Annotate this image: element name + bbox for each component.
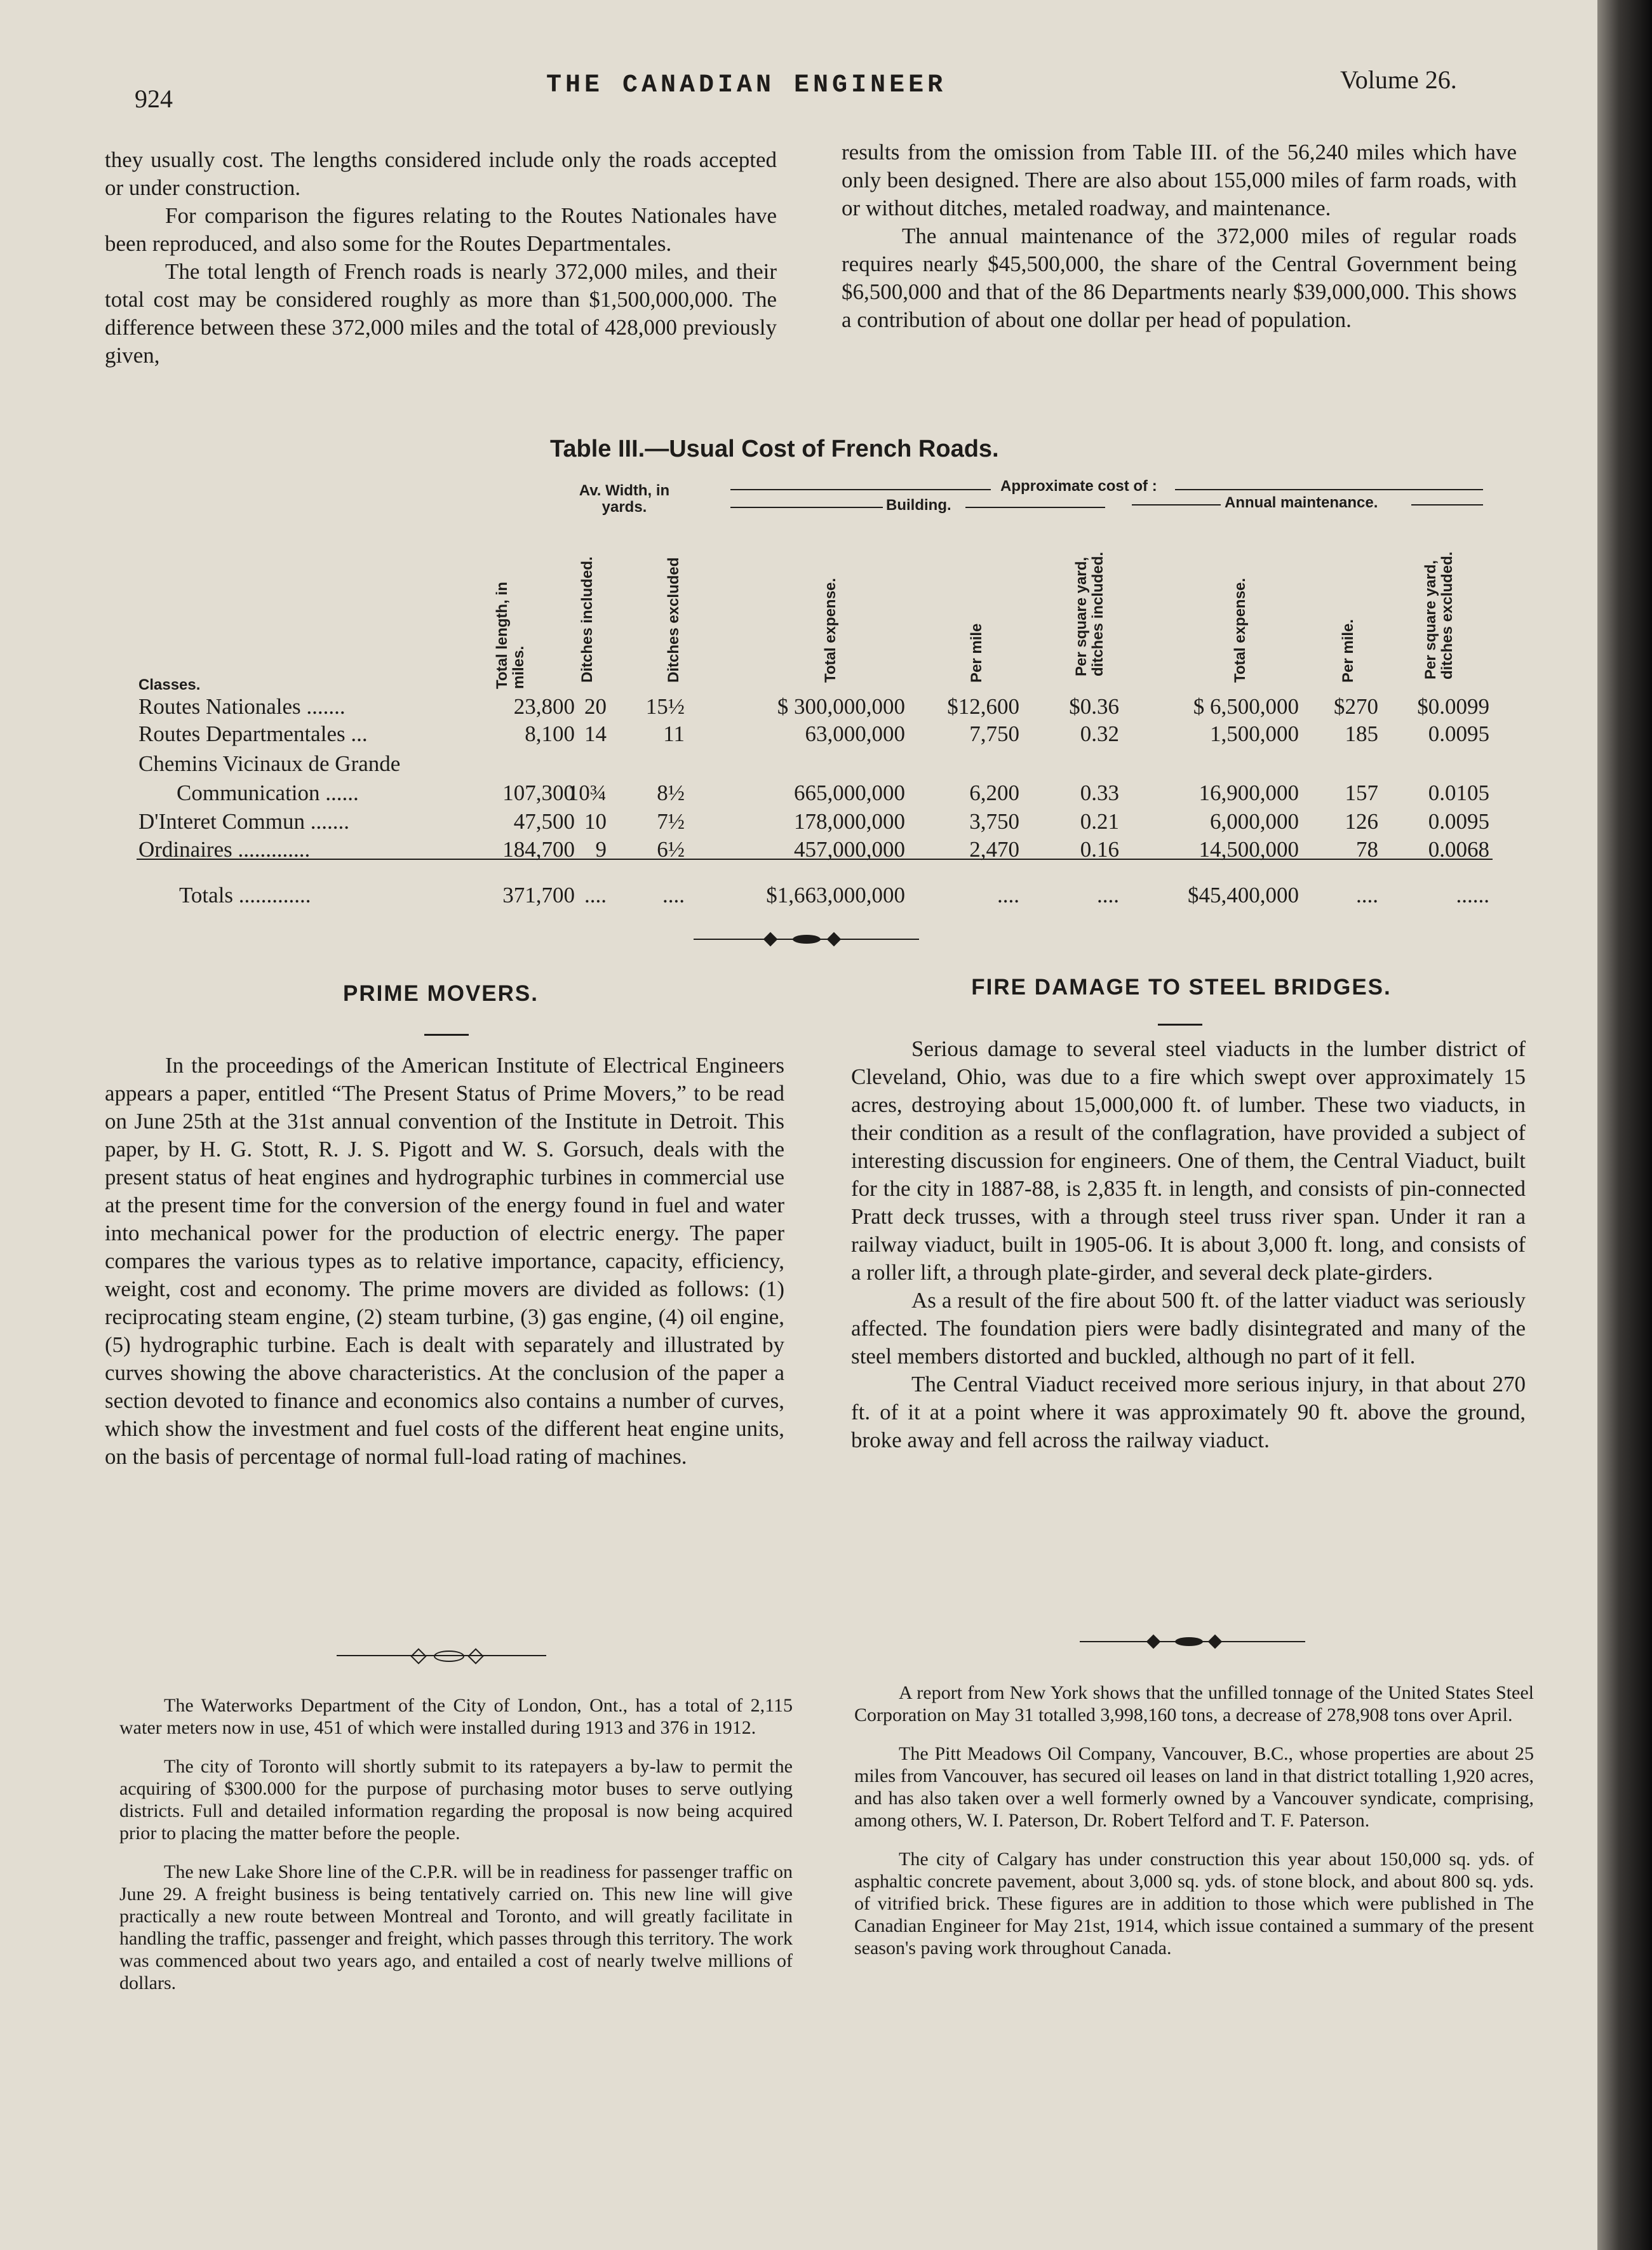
paragraph: As a result of the fire about 500 ft. of the latter viaduct was seriously affected. The foundation piers were badly disintegrated and many of the steel members distorted and buckled, although no part of it fell.	[851, 1288, 1526, 1369]
paragraph: The total length of French roads is nearly 372,000 miles, and their total cost may be considered roughly as more than $1,500,000,000. The difference between these 372,000 miles and the total of 428,000 previously given,	[105, 259, 777, 368]
prime-movers-heading: PRIME MOVERS.	[343, 981, 539, 1006]
approx-group-header: Approximate cost of :	[1000, 478, 1157, 495]
fire-damage-article	[851, 1035, 1526, 1454]
paragraph: they usually cost. The lengths considered include only the roads accepted or under construction.	[105, 147, 777, 200]
table-cell: 0.0095	[1428, 721, 1489, 746]
totals-cell: $45,400,000	[1188, 883, 1299, 907]
totals-cell: $1,663,000,000	[766, 883, 905, 907]
table-cell: 47,500	[513, 809, 575, 834]
table-row-label: Routes Departmentales ...	[138, 721, 368, 746]
table-cell: 14,500,000	[1199, 837, 1299, 862]
col-header-total-length: Total length, in miles.	[494, 582, 527, 689]
table-cell: 16,900,000	[1199, 780, 1299, 805]
table-cell: 78	[1356, 837, 1378, 862]
classes-label: Classes.	[138, 676, 201, 693]
col-header-ditches-included: Ditches included.	[579, 556, 596, 683]
totals-label: Totals .............	[179, 883, 311, 907]
table-cell: $ 6,500,000	[1193, 694, 1299, 719]
paragraph: For comparison the figures relating to the Routes Nationales have been reproduced, and also some for the Routes Departmentales.	[105, 203, 777, 256]
totals-cell: ....	[1356, 883, 1378, 907]
notes-right-column	[854, 1682, 1534, 1976]
table-cell: 0.16	[1080, 837, 1119, 862]
paragraph: results from the omission from Table III. of the 56,240 miles which have only been designed. There are also about 155,000 miles of farm roads, with or without ditches, metaled roadway, and maintenance.	[842, 140, 1517, 220]
volume-label: Volume 26.	[1340, 65, 1457, 94]
paragraph: The annual maintenance of the 372,000 miles of regular roads requires nearly $45,500,000, the share of the Central Government being $6,500,000 and that of the 86 Departments nearly $39,000,000. This shows a contribution of about one dollar per head of population.	[842, 224, 1517, 332]
totals-cell: ......	[1456, 883, 1489, 907]
table-cell: 157	[1345, 780, 1378, 805]
table-cell: $ 300,000,000	[777, 694, 905, 719]
col-header-maint-per-sqyd: Per square yard, ditches excluded.	[1422, 551, 1456, 680]
col-header-maint-total: Total expense.	[1232, 578, 1249, 683]
table-cell: 178,000,000	[794, 809, 905, 834]
fire-damage-heading: FIRE DAMAGE TO STEEL BRIDGES.	[971, 975, 1392, 1000]
totals-cell: ....	[584, 883, 607, 907]
table-row-label: Ordinaires .............	[138, 837, 311, 862]
table-cell: 10	[584, 809, 607, 834]
table-cell: 11	[663, 721, 685, 746]
news-note: The Pitt Meadows Oil Company, Vancouver, B.C., whose properties are about 25 miles from Vancouver, has secured oil leases on land in that district totalling 1,920 acres, and has also taken over a well formerly owned by a Vancouver syndicate, comprising, among others, W. I. Paterson, Dr. Robert Telford and T. F. Paterson.	[854, 1743, 1534, 1831]
table-cell: 7½	[657, 809, 685, 834]
table-cell: 6,000,000	[1210, 809, 1299, 834]
table-cell: 63,000,000	[805, 721, 905, 746]
table-cell: 6,200	[969, 780, 1019, 805]
table-cell: 0.21	[1080, 809, 1119, 834]
book-spine-shadow	[1597, 0, 1652, 2250]
table-cell: 184,700	[502, 837, 575, 862]
table-cell: 23,800	[513, 694, 575, 719]
paragraph: Serious damage to several steel viaducts in the lumber district of Cleveland, Ohio, was due to a fire which swept over approximately 15 acres, destroying about 15,000,000 ft. of lumber. These two viaducts, in their condition as a result of the conflagration, have provided a subject of interesting discussion for engineers. One of them, the Central Viaduct, built for the city in 1887-88, is 2,835 ft. in length, and consists of pin-connected Pratt deck trusses, with a through steel truss river span. Under it ran a railway viaduct, built in 1905-06. It is about 3,000 ft. long, and consists of a roller lift, a through plate-girder, and several deck plate-girders.	[851, 1036, 1526, 1285]
paragraph: The Central Viaduct received more serious injury, in that about 270 ft. of it at a point where it was approximately 90 ft. above the ground, broke away and fell across the railway viaduct.	[851, 1372, 1526, 1452]
table-cell: 2,470	[969, 837, 1019, 862]
col-header-building-per-sqyd: Per square yard, ditches included.	[1073, 551, 1106, 676]
table-cell: 457,000,000	[794, 837, 905, 862]
col-header-building-total: Total expense.	[822, 578, 839, 683]
table-cell: 665,000,000	[794, 780, 905, 805]
news-note: The city of Calgary has under construction this year about 150,000 sq. yds. of asphaltic concrete pavement, about 3,000 sq. yds. of stone block, and about 800 sq. yds. of vitrified brick. These figures are in addition to those which were published in The Canadian Engineer for May 21st, 1914, which issue contained a summary of the present season's paving work throughout Canada.	[854, 1849, 1534, 1959]
table-cell: 8½	[657, 780, 685, 805]
page-number: 924	[135, 84, 173, 113]
table-cell: 6½	[657, 837, 685, 862]
table-cell: 3,750	[969, 809, 1019, 834]
table-cell: 185	[1345, 721, 1378, 746]
table-cell: 7,750	[969, 721, 1019, 746]
table-cell: 0.0095	[1428, 809, 1489, 834]
notes-left-column	[119, 1694, 793, 2011]
col-header-building-per-mile: Per mile	[968, 623, 985, 683]
table-cell: 14	[584, 721, 607, 746]
prime-movers-article	[105, 1052, 784, 1471]
table-cell: 8,100	[525, 721, 575, 746]
table-title: Table III.—Usual Cost of French Roads.	[550, 436, 999, 462]
cost-table	[0, 0, 1597, 953]
table-cell: 10¾	[567, 780, 607, 805]
width-group-header	[570, 483, 678, 516]
table-cell: 126	[1345, 809, 1378, 834]
col-header-ditches-excluded: Ditches excluded	[665, 557, 682, 683]
table-cell: 0.0105	[1428, 780, 1489, 805]
totals-rule	[137, 859, 1493, 860]
col-header-maint-per-mile: Per mile.	[1340, 619, 1357, 683]
building-group-header: Building.	[886, 497, 951, 514]
totals-cell: ....	[662, 883, 685, 907]
table-cell: $270	[1334, 694, 1378, 719]
table-cell: 0.0068	[1428, 837, 1489, 862]
news-note: A report from New York shows that the unfilled tonnage of the United States Steel Corporation on May 31 totalled 3,998,160 tons, a decrease of 278,908 tons over April.	[854, 1682, 1534, 1725]
width-group-label: Av. Width, in yards.	[579, 482, 670, 516]
table-cell: 0.33	[1080, 780, 1119, 805]
news-note: The new Lake Shore line of the C.P.R. will be in readiness for passenger traffic on June 29. A freight business is being tentatively carried on. This new line will give practically a new route between Montreal and Toronto, and will greatly facilitate in handling the traffic, passenger and freight, which passes through this territory. The work was commenced about two years ago, and entailed a cost of nearly twelve millions of dollars.	[119, 1861, 793, 1993]
table-cell: 9	[595, 837, 607, 862]
table-cell: 1,500,000	[1210, 721, 1299, 746]
journal-title: THE CANADIAN ENGINEER	[546, 71, 947, 100]
table-cell: $12,600	[947, 694, 1019, 719]
table-cell: $0.36	[1069, 694, 1119, 719]
totals-cell: 371,700	[502, 883, 575, 907]
table-row-label-continued: Communication ......	[177, 780, 359, 805]
table-row-label: Routes Nationales .......	[138, 694, 346, 719]
table-cell: 107,300	[502, 780, 575, 805]
totals-cell: ....	[1097, 883, 1119, 907]
table-cell: $0.0099	[1417, 694, 1489, 719]
totals-cell: ....	[997, 883, 1019, 907]
table-cell: 20	[584, 694, 607, 719]
table-cell: 0.32	[1080, 721, 1119, 746]
news-note: The city of Toronto will shortly submit to its ratepayers a by-law to permit the acquiring of $300.000 for the purpose of purchasing motor buses to serve outlying districts. Full and detailed information regarding the proposal is now being acquired prior to placing the matter before the people.	[119, 1756, 793, 1844]
table-row-label: D'Interet Commun .......	[138, 809, 349, 834]
table-cell: 15½	[645, 694, 685, 719]
news-note: The Waterworks Department of the City of London, Ont., has a total of 2,115 water meters now in use, 451 of which were installed during 1913 and 376 in 1912.	[119, 1695, 793, 1738]
paragraph: In the proceedings of the American Institute of Electrical Engineers appears a paper, entitled “The Present Status of Prime Movers,” to be read on June 25th at the 31st annual convention of the Institute in Detroit. This paper, by H. G. Stott, R. J. S. Pigott and W. S. Gorsuch, deals with the present status of heat engines and hydrographic turbines in commercial use at the present time for the conversion of the energy found in fuel and water into mechanical power for the production of electric energy. The paper compares the various types as to relative importance, capacity, efficiency, weight, cost and economy. The prime movers are divided as follows: (1) reciprocating steam engine, (2) steam turbine, (3) gas engine, (4) oil engine, (5) hydrographic turbine. Each is dealt with separately and illustrated by curves showing the above characteristics. At the conclusion of the paper a section devoted to finance and economics also contains a number of curves, which show the investment and fuel costs of the different heat engine units, on the basis of percentage of normal full-load rating of machines.	[105, 1053, 784, 1469]
maintenance-group-header: Annual maintenance.	[1225, 494, 1378, 511]
table-row-label: Chemins Vicinaux de Grande	[138, 751, 401, 776]
